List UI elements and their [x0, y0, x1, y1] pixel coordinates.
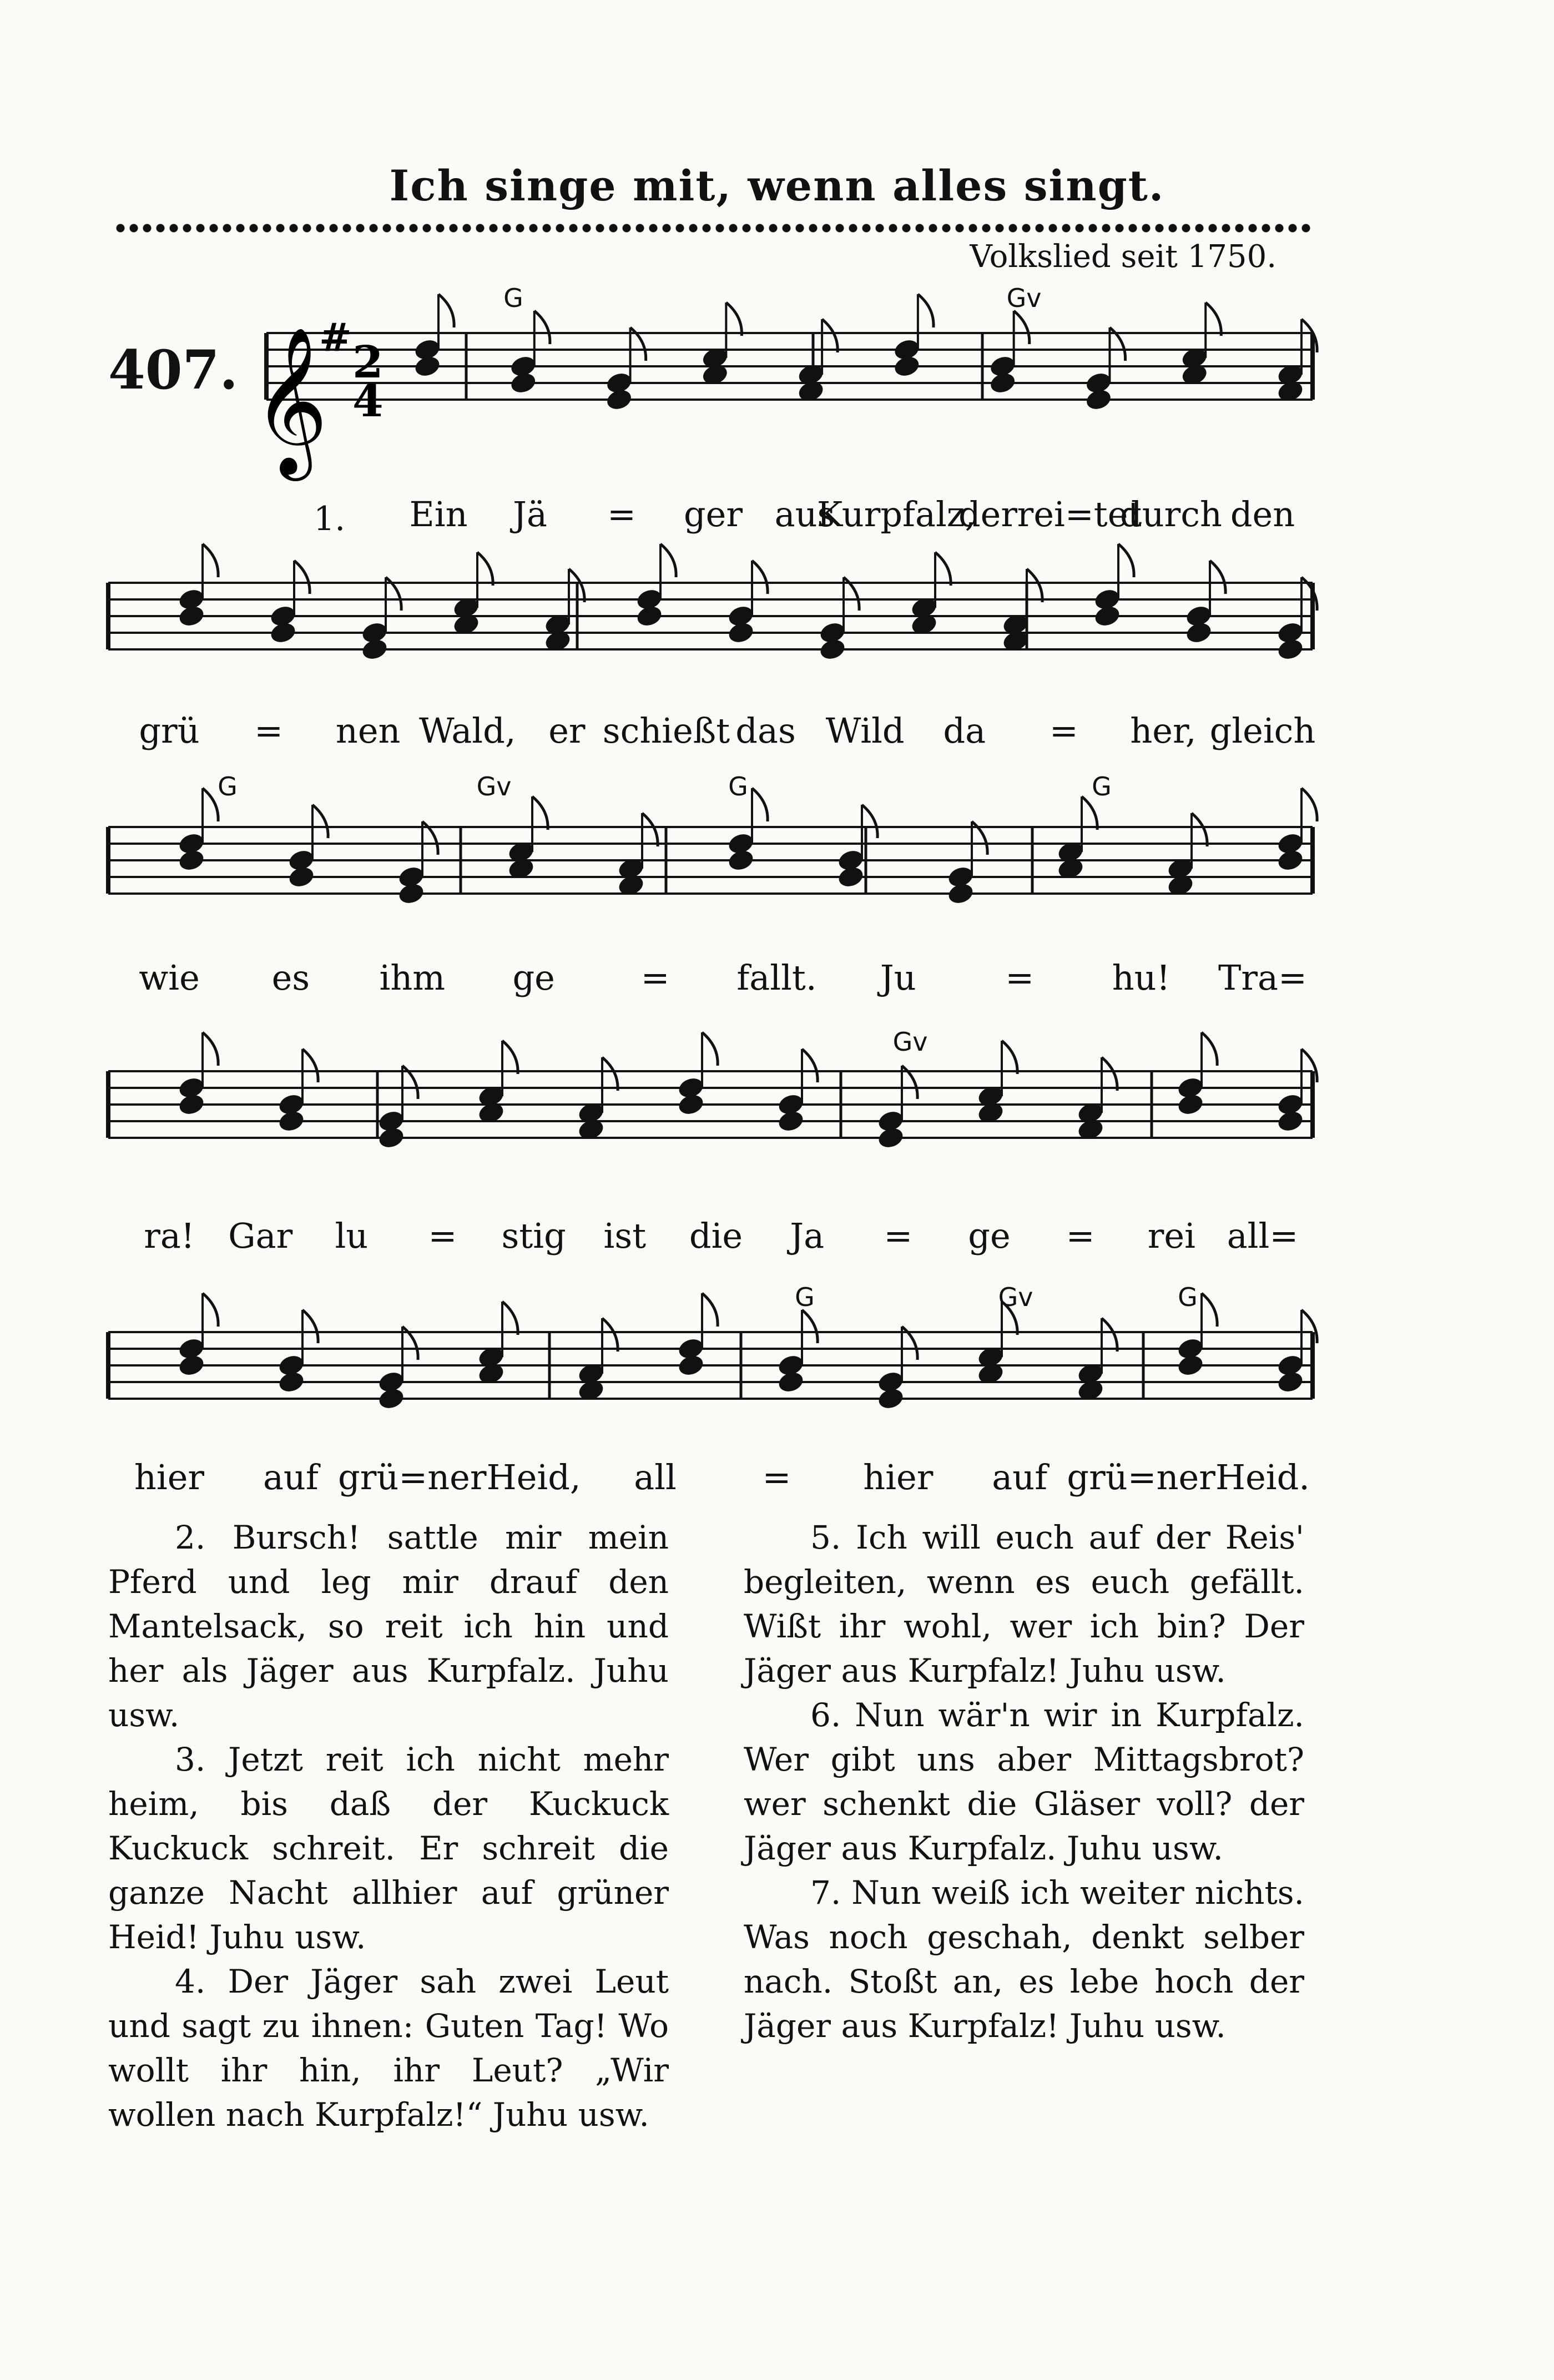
note-flag — [752, 788, 768, 821]
note-flag — [1082, 796, 1097, 830]
verse-2: 2. Bursch! sattle mir mein Pferd und leg mir drauf den Mantelsack, so reit ich hin und her als Jäger aus Kurpfalz. Juhu usw. — [108, 1519, 669, 1734]
note-flag — [1014, 311, 1030, 344]
note-head — [1093, 603, 1122, 628]
note-head — [177, 603, 206, 628]
note-flag — [802, 1310, 818, 1343]
note-flag — [1205, 302, 1221, 336]
note-flag — [532, 796, 548, 830]
lyric-word: Ju — [880, 957, 916, 998]
lyric-word: = — [1005, 957, 1035, 998]
note-flag — [1102, 1057, 1117, 1091]
note-flag — [203, 1293, 218, 1327]
note-flag — [702, 1293, 718, 1327]
chord-symbol: G — [503, 283, 523, 313]
lyric-word: rei=tet — [1017, 494, 1142, 535]
note-flag — [918, 294, 934, 327]
note-flag — [312, 805, 328, 838]
note-head — [509, 370, 538, 395]
lyric-word: hu! — [1112, 957, 1170, 998]
chord-symbol: G — [795, 1282, 815, 1312]
lyric-word: Wild — [825, 710, 905, 751]
key-signature: # — [319, 314, 352, 360]
note-head — [1176, 1092, 1205, 1117]
note-flag — [862, 805, 877, 838]
chord-symbol: G — [728, 772, 748, 801]
lyric-word: auf — [992, 1457, 1048, 1497]
lyric-word: die — [689, 1216, 743, 1256]
time-signature-bottom: 4 — [352, 375, 384, 427]
lyric-word: hier — [134, 1457, 205, 1497]
verse-5: 5. Ich will euch auf der Reis' begleiten, wenn es euch gefällt. Wißt ihr wohl, wer ich bin? Der Jäger aus Kurpfalz! Juhu usw. — [744, 1519, 1304, 1690]
note-head — [177, 848, 206, 873]
note-flag — [822, 319, 837, 352]
lyric-word: er — [548, 710, 586, 751]
lyric-word: schießt — [602, 710, 730, 751]
note-head — [277, 1369, 306, 1394]
note-head — [1276, 1108, 1305, 1133]
lyric-word: ihm — [379, 957, 446, 998]
note-flag — [477, 552, 493, 586]
chord-symbol: G — [1178, 1282, 1198, 1312]
lyric-word: rei — [1147, 1216, 1195, 1256]
note-head — [818, 637, 847, 662]
note-flag — [534, 311, 550, 344]
lyric-word: all — [634, 1457, 677, 1497]
lyric-word: Ja — [790, 1216, 825, 1256]
lyric-word: auf — [263, 1457, 319, 1497]
note-head — [988, 370, 1017, 395]
note-head — [677, 1353, 705, 1378]
note-flag — [802, 1049, 818, 1082]
note-flag — [1002, 1041, 1017, 1074]
note-head — [277, 1108, 306, 1133]
lyric-word: = — [428, 1216, 457, 1256]
note-flag — [203, 544, 218, 577]
note-head — [876, 1125, 905, 1150]
lyric-word: Ein — [409, 494, 468, 535]
song-number: 407. — [108, 339, 238, 401]
time-signature-top: 2 — [352, 336, 384, 388]
note-head — [413, 354, 442, 379]
note-flag — [302, 1310, 318, 1343]
source-note: Volkslied seit 1750. — [970, 239, 1276, 275]
treble-clef: 𝄞 — [253, 326, 328, 475]
lyric-word: grü — [139, 710, 200, 751]
lyric-word: durch — [1120, 494, 1222, 535]
lyric-word: = — [884, 1216, 913, 1256]
note-head — [892, 354, 921, 379]
note-flag — [642, 813, 658, 846]
lyric-word: fallt. — [736, 957, 817, 998]
verses-left — [108, 1515, 669, 2137]
lyric-word: ge — [512, 957, 555, 998]
note-flag — [726, 302, 741, 336]
note-flag — [203, 788, 218, 821]
note-head — [177, 1353, 206, 1378]
lyric-word: Gar — [228, 1216, 293, 1256]
lyric-word: = — [254, 710, 284, 751]
note-head — [377, 1386, 406, 1411]
note-flag — [294, 561, 310, 594]
note-head — [269, 620, 297, 645]
note-head — [397, 881, 426, 906]
note-head — [604, 387, 633, 412]
lyric-word: ger — [683, 494, 743, 535]
note-flag — [1192, 813, 1207, 846]
lyric-word: her, — [1130, 710, 1197, 751]
verse-6: 6. Nun wär'n wir in Kurpfalz. Wer gibt uns aber Mittagsbrot? wer schenkt die Gläser voll? der Jäger aus Kurpfalz. Juhu usw. — [744, 1696, 1304, 1867]
note-flag — [1301, 788, 1317, 821]
chord-symbol: G — [218, 772, 238, 801]
chord-symbol: Gv — [892, 1027, 928, 1057]
lyric-word: es — [271, 957, 310, 998]
note-flag — [1102, 1318, 1117, 1352]
note-flag — [1202, 1293, 1217, 1327]
lyric-word: nen — [335, 710, 401, 751]
lyric-word: lu — [335, 1216, 369, 1256]
note-flag — [438, 294, 454, 327]
lyric-word: = — [762, 1457, 791, 1497]
note-head — [726, 848, 755, 873]
note-head — [876, 1386, 905, 1411]
lyric-word: aus — [774, 494, 835, 535]
note-head — [177, 1092, 206, 1117]
note-head — [635, 603, 664, 628]
clef-and-time — [253, 314, 384, 481]
note-flag — [752, 561, 768, 594]
note-flag — [502, 1302, 518, 1335]
lyric-word: wie — [139, 957, 200, 998]
note-flag — [602, 1057, 618, 1091]
note-head — [1176, 1353, 1205, 1378]
lyric-word: grü=ner — [338, 1457, 487, 1497]
lyric-word: = — [607, 494, 636, 535]
note-head — [1276, 848, 1305, 873]
lyric-word: grü=ner — [1067, 1457, 1215, 1497]
lyric-word: hier — [863, 1457, 934, 1497]
chord-symbol: Gv — [1006, 283, 1042, 313]
note-flag — [935, 552, 951, 586]
note-head — [1184, 620, 1213, 645]
note-head — [287, 864, 316, 889]
lyric-word: da — [943, 710, 986, 751]
lyric-word: stig — [501, 1216, 566, 1256]
note-head — [836, 864, 865, 889]
lyric-word: all= — [1227, 1216, 1299, 1256]
note-head — [946, 881, 975, 906]
chord-symbol: Gv — [476, 772, 512, 801]
verses-right — [744, 1515, 1304, 2048]
note-flag — [302, 1049, 318, 1082]
lyric-word: = — [1066, 1216, 1095, 1256]
lyric-word: Wald, — [419, 710, 516, 751]
lyric-word: den — [1230, 494, 1295, 535]
note-flag — [660, 544, 676, 577]
lyric-word: Heid. — [1215, 1457, 1310, 1497]
lyric-word: Kurpfalz, — [816, 494, 976, 535]
verse-3: 3. Jetzt reit ich nicht mehr heim, bis daß der Kuckuck Kuckuck schreit. Er schreit die ganze Nacht allhier auf grüner Heid! Juhu usw. — [108, 1741, 669, 1956]
note-head — [677, 1092, 705, 1117]
lyric-word: = — [1049, 710, 1078, 751]
note-head — [1276, 637, 1305, 662]
lyric-word: Heid, — [486, 1457, 581, 1497]
note-flag — [702, 1032, 718, 1066]
note-head — [360, 637, 389, 662]
note-head — [377, 1125, 406, 1150]
lyric-word: ist — [603, 1216, 647, 1256]
note-head — [1276, 1369, 1305, 1394]
verse-4: 4. Der Jäger sah zwei Leut und sagt zu ihnen: Guten Tag! Wo wollt ihr hin, ihr Leut? „Wir wollen nach Kurpfalz!“ Juhu usw. — [108, 1963, 669, 2134]
verse-7: 7. Nun weiß ich weiter nichts. Was noch geschah, denkt selber nach. Stoßt an, es lebe hoch der Jäger aus Kurpfalz! Juhu usw. — [744, 1874, 1304, 2045]
lyric-word: gleich — [1209, 710, 1316, 751]
lyric-word: der — [958, 494, 1018, 535]
chord-symbol: Gv — [998, 1282, 1033, 1312]
lyric-word: das — [735, 710, 796, 751]
note-flag — [1202, 1032, 1217, 1066]
note-flag — [1210, 561, 1225, 594]
note-flag — [203, 1032, 218, 1066]
note-head — [726, 620, 755, 645]
note-head — [776, 1369, 805, 1394]
lyric-word: ge — [968, 1216, 1011, 1256]
chord-symbol: G — [1092, 772, 1112, 801]
note-head — [776, 1108, 805, 1133]
note-flag — [602, 1318, 618, 1352]
lyric-word: = — [640, 957, 670, 998]
note-head — [1084, 387, 1113, 412]
note-flag — [1118, 544, 1134, 577]
note-flag — [502, 1041, 518, 1074]
verse-number: 1. — [314, 500, 346, 538]
lyric-word: Jä — [513, 494, 547, 535]
page-title: Ich singe mit, wenn alles singt. — [389, 161, 1165, 210]
lyric-word: ra! — [144, 1216, 195, 1256]
lyric-word: Tra= — [1218, 957, 1307, 998]
note-flag — [1027, 569, 1042, 602]
